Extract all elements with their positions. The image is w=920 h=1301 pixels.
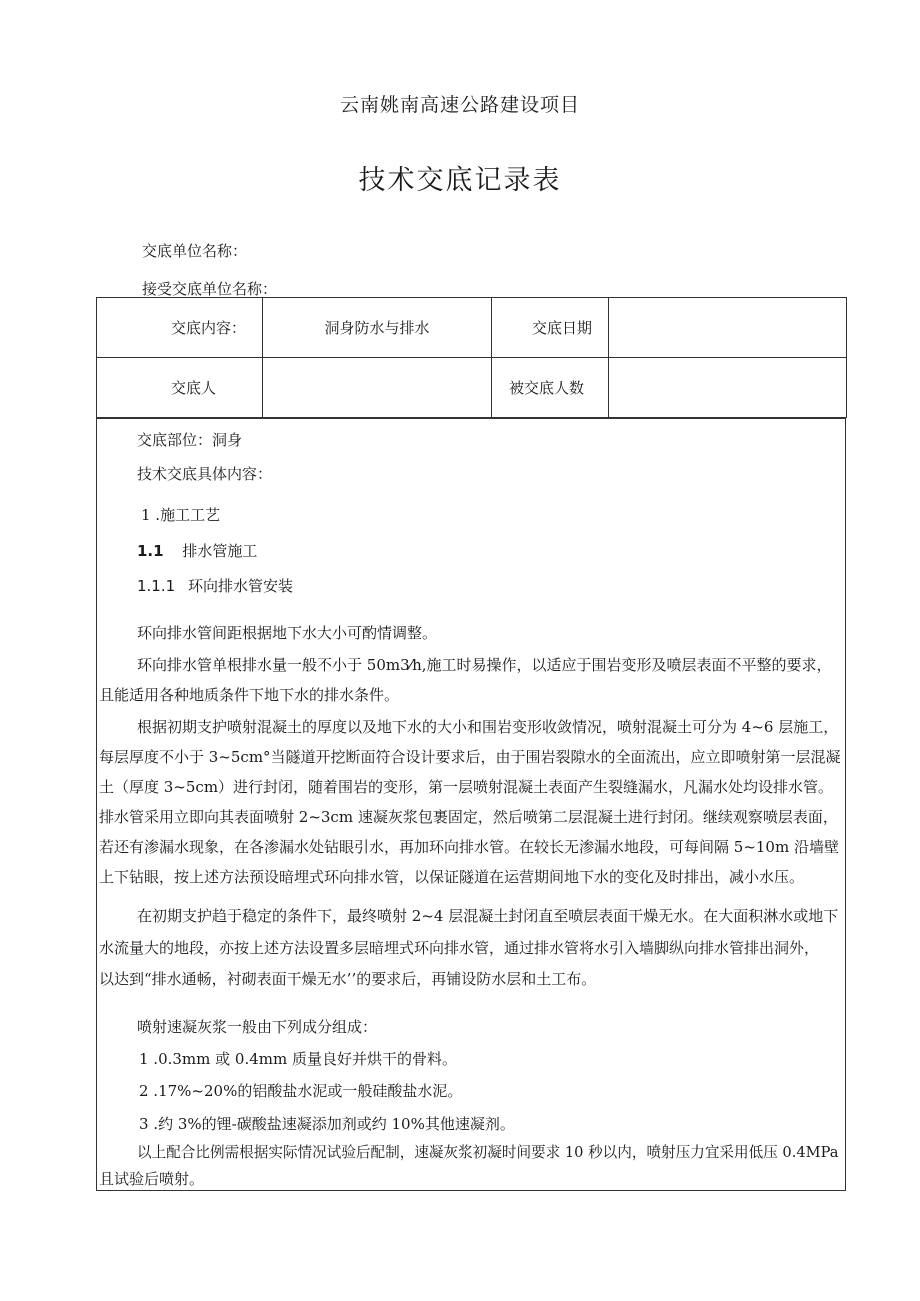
receiving-unit-label: 接受交底单位名称： — [142, 280, 278, 298]
table-row — [97, 298, 847, 358]
handover-unit-label: 交底单位名称： — [142, 242, 248, 260]
detail-label: 技术交底具体内容： — [137, 465, 273, 483]
content-label-cell: 交底内容： — [97, 298, 263, 358]
location-line: 交底部位：洞身 — [137, 431, 243, 449]
paragraph-line: 且试验后喷射。 — [99, 1170, 205, 1188]
paragraph-line: 土（厚度 3~5cm）进行封闭，随着围岩的变形，第一层喷射混凝土表面产生裂缝漏水，凡漏水处均设排水管。 — [99, 778, 834, 796]
list-item: 3 .约 3%的锂-碳酸盐速凝添加剂或约 10%其他速凝剂。 — [139, 1115, 515, 1133]
date-value-cell — [609, 298, 847, 358]
list-item: 1 .0.3mm 或 0.4mm 质量良好并烘干的骨料。 — [139, 1050, 457, 1068]
paragraph-line: 水流量大的地段，亦按上述方法设置多层暗埋式环向排水管，通过排水管将水引入墙脚纵向排水管排出洞外， — [99, 939, 820, 957]
paragraph-line: 上下钻眼，按上述方法预设暗埋式环向排水管，以保证隧道在运营期间地下水的变化及时排出，减小水压。 — [99, 868, 805, 886]
section-heading-1-1 — [137, 541, 257, 561]
paragraph-line: 以达到“排水通畅，衬砌表面干燥无水’’的要求后，再铺设防水层和土工布。 — [99, 970, 597, 988]
project-subtitle: 云南姚南高速公路建设项目 — [339, 94, 580, 116]
header-table — [96, 297, 847, 418]
paragraph-line: 环向排水管间距根据地下水大小可酌情调整。 — [137, 624, 438, 642]
section-text: 排水管施工 — [182, 542, 258, 560]
paragraph-line: 环向排水管单根排水量一般不小于 50m3⁄h,施工时易操作，以适应于围岩变形及喷层表面不平整的要求， — [137, 656, 832, 674]
paragraph-line: 且能适用各种地质条件下地下水的排水条件。 — [99, 686, 400, 704]
content-value-cell: 洞身防水与排水 — [263, 298, 492, 358]
paragraph-line: 若还有渗漏水现象，在各渗漏水处钻眼引水，再加环向排水管。在较长无渗漏水地段，可每间隔 5~10m 沿墙壁 — [99, 838, 839, 856]
section-heading-1: 1 .施工工艺 — [141, 506, 221, 524]
content-box — [96, 418, 846, 1191]
paragraph-line: 排水管采用立即向其表面喷射 2~3cm 速凝灰浆包裹固定，然后喷第二层混凝土进行封闭。继续观察喷层表面， — [99, 808, 838, 826]
document-title: 技术交底记录表 — [358, 165, 562, 196]
paragraph-line: 在初期支护趋于稳定的条件下，最终喷射 2~4 层混凝土封闭直至喷层表面干燥无水。在大面积淋水或地下 — [137, 907, 839, 925]
person-label-cell: 交底人 — [97, 358, 263, 418]
paragraph-line: 喷射速凝灰浆一般由下列成分组成： — [137, 1018, 378, 1036]
section-text: 环向排水管安装 — [187, 577, 293, 595]
section-heading-1-1-1 — [137, 576, 293, 596]
section-number: 1.1.1 — [137, 577, 176, 595]
person-value-cell — [263, 358, 492, 418]
section-number: 1.1 — [137, 542, 164, 560]
table-row — [97, 358, 847, 418]
paragraph-line: 以上配合比例需根据实际情况试验后配制，速凝灰浆初凝时间要求 10 秒以内，喷射压力宜采用低压 0.4MPa — [137, 1144, 839, 1161]
list-item: 2 .17%~20%的铝酸盐水泥或一般硅酸盐水泥。 — [139, 1082, 463, 1100]
date-label-cell: 交底日期 — [492, 298, 609, 358]
count-value-cell — [609, 358, 847, 418]
paragraph-line: 每层厚度不小于 3~5cm°当隧道开挖断面符合设计要求后，由于围岩裂隙水的全面流出，应立即喷射第一层混凝 — [99, 748, 841, 766]
count-label-cell: 被交底人数 — [492, 358, 609, 418]
paragraph-line: 根据初期支护喷射混凝土的厚度以及地下水的大小和围岩变形收敛情况，喷射混凝土可分为 4~6 层施工， — [137, 718, 839, 736]
